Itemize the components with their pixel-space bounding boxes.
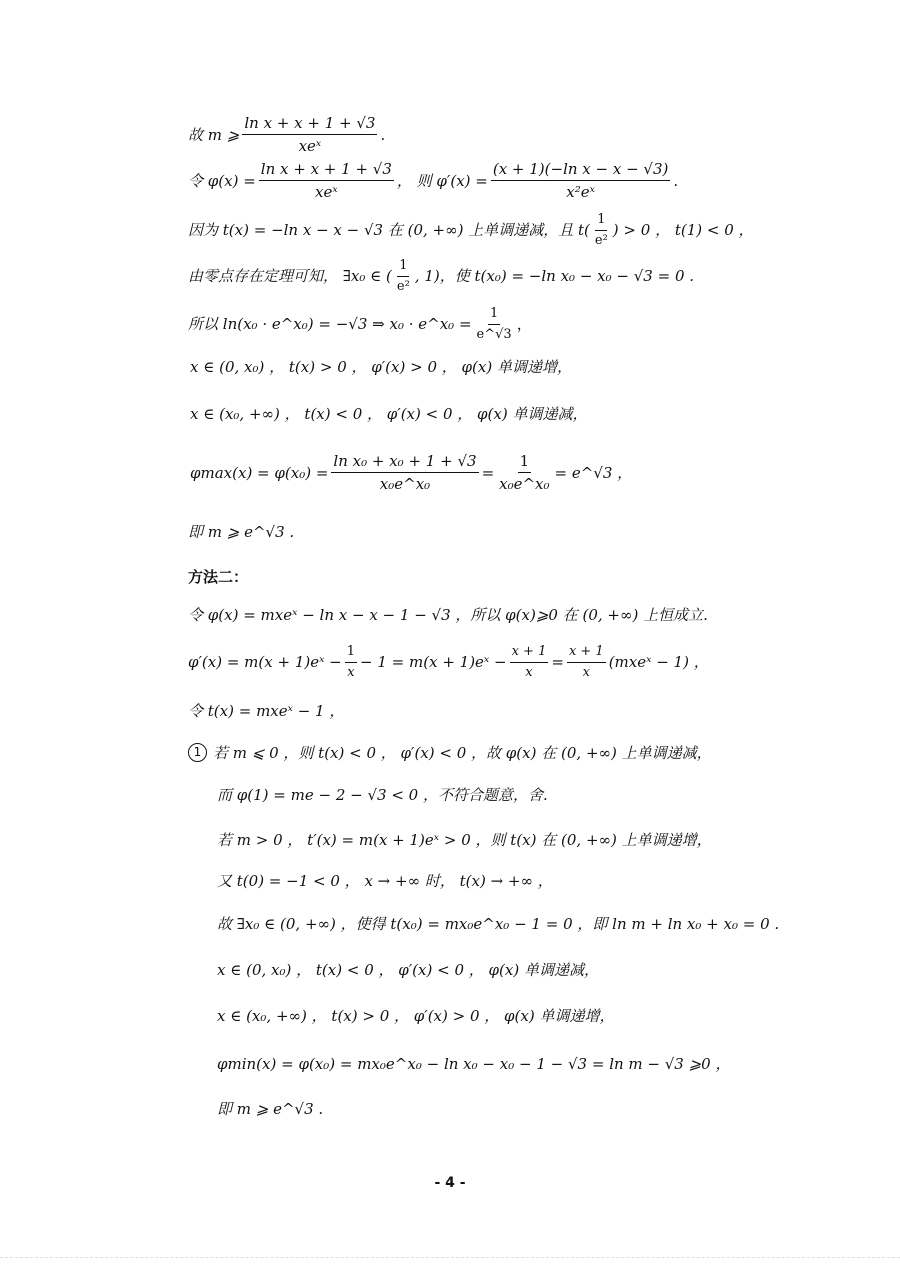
denominator: xeˣ bbox=[315, 183, 338, 201]
text: 所以 ln(x₀ · e^x₀) = −√3 ⇒ x₀ · e^x₀ = bbox=[188, 315, 472, 334]
fraction bbox=[331, 452, 478, 493]
line-t-limits bbox=[217, 872, 553, 890]
text: = bbox=[481, 463, 495, 482]
text: 令 t(x) = mxeˣ − 1 ， bbox=[188, 702, 345, 720]
line-t-decreasing bbox=[188, 212, 754, 248]
line-case-m-positive bbox=[217, 831, 712, 849]
text: φmax(x) = φ(x₀) = bbox=[190, 463, 329, 482]
text: φ′(x) = m(x + 1)eˣ − bbox=[188, 653, 342, 672]
text: = bbox=[551, 653, 564, 672]
numerator: 1 bbox=[595, 212, 607, 231]
text: x ∈ (0, x₀) ， t(x) < 0 ， φ′(x) < 0 ， φ(x) 单调递减， bbox=[217, 961, 599, 979]
fraction bbox=[395, 258, 412, 294]
numerator: 1 bbox=[345, 644, 357, 663]
numerator: 1 bbox=[397, 258, 409, 277]
method-two-heading bbox=[188, 568, 248, 586]
line-case-one-reject bbox=[217, 786, 548, 804]
fraction bbox=[259, 160, 394, 201]
text: (mxeˣ − 1) ， bbox=[608, 653, 709, 672]
text: x ∈ (0, x₀) ， t(x) > 0 ， φ′(x) > 0 ， φ(x) 单调递增， bbox=[190, 358, 572, 376]
line-result-2 bbox=[217, 1100, 323, 1118]
fraction bbox=[242, 114, 377, 155]
text: − 1 = m(x + 1)eˣ − bbox=[360, 653, 507, 672]
fraction bbox=[593, 212, 610, 248]
denominator: x bbox=[347, 664, 355, 680]
text: 又 t(0) = −1 < 0 ， x → +∞ 时， t(x) → +∞ ， bbox=[217, 872, 553, 890]
denominator: x₀e^x₀ bbox=[379, 475, 431, 493]
denominator: x bbox=[525, 664, 533, 680]
text: x ∈ (x₀, +∞) ， t(x) > 0 ， φ′(x) > 0 ， φ(x) 单调递增， bbox=[217, 1007, 615, 1025]
line-phi-min bbox=[217, 1055, 731, 1073]
text: . bbox=[380, 125, 386, 144]
numerator: ln x + x + 1 + √3 bbox=[242, 114, 377, 135]
text: 若 m > 0 ， t′(x) = m(x + 1)eˣ > 0 ，则 t(x) 在 (0, +∞) 上单调递增， bbox=[217, 831, 712, 849]
text: 故 m ⩾ bbox=[188, 125, 240, 144]
text: 令 φ(x) = mxeˣ − ln x − x − 1 − √3 ，所以 φ(x)⩾0 在 (0, +∞) 上恒成立. bbox=[188, 606, 708, 624]
text: ) > 0 ， t(1) < 0 ， bbox=[612, 221, 754, 240]
line-exists-x0 bbox=[217, 915, 779, 933]
text: 若 m ⩽ 0 ，则 t(x) < 0 ， φ′(x) < 0 ，故 φ(x) 在 (0, +∞) 上单调递减， bbox=[213, 743, 712, 762]
text: φmin(x) = φ(x₀) = mx₀e^x₀ − ln x₀ − x₀ − 1 − √3 = ln m − √3 ⩾0 ， bbox=[217, 1055, 731, 1073]
line-decreasing-interval bbox=[190, 405, 587, 423]
text: 由零点存在定理可知， ∃x₀ ∈ ( bbox=[188, 267, 392, 286]
line-phi-max bbox=[190, 452, 632, 493]
numerator: (x + 1)(−ln x − x − √3) bbox=[491, 160, 671, 181]
line-increasing-interval bbox=[190, 358, 572, 376]
denominator: x bbox=[582, 664, 590, 680]
line-result-1 bbox=[188, 523, 294, 541]
line-define-phi-2 bbox=[188, 606, 708, 624]
text: 因为 t(x) = −ln x − x − √3 在 (0, +∞) 上单调递减，且 t( bbox=[188, 221, 590, 240]
text: = e^√3 ， bbox=[554, 463, 633, 482]
text: x ∈ (x₀, +∞) ， t(x) < 0 ， φ′(x) < 0 ， φ(x) 单调递减， bbox=[190, 405, 588, 423]
line-zero-point bbox=[188, 258, 694, 294]
denominator: x₀e^x₀ bbox=[499, 475, 550, 493]
denominator: xeˣ bbox=[298, 137, 322, 155]
fraction bbox=[567, 644, 606, 680]
line-increasing-interval-2 bbox=[217, 1007, 614, 1025]
fraction bbox=[491, 160, 671, 201]
line-phi-derivative bbox=[188, 644, 709, 680]
text: 即 m ⩾ e^√3 . bbox=[188, 523, 295, 541]
fraction bbox=[497, 452, 551, 493]
fraction bbox=[475, 306, 514, 342]
text: 即 m ⩾ e^√3 . bbox=[217, 1100, 324, 1118]
line-define-t bbox=[188, 702, 344, 720]
numerator: ln x₀ + x₀ + 1 + √3 bbox=[331, 452, 478, 473]
denominator: e² bbox=[594, 232, 608, 248]
text: ， bbox=[516, 315, 532, 334]
line-conclusion-m-bound bbox=[188, 114, 385, 155]
line-decreasing-interval-2 bbox=[217, 961, 599, 979]
text: 令 φ(x) = bbox=[188, 171, 256, 190]
circled-number: 1 bbox=[188, 743, 207, 762]
text: ， 则 φ′(x) = bbox=[396, 171, 488, 190]
text: 而 φ(1) = me − 2 − √3 < 0 ，不符合题意，舍. bbox=[217, 786, 548, 804]
line-define-phi bbox=[188, 160, 678, 201]
denominator: e^√3 bbox=[476, 326, 512, 342]
line-so-ln bbox=[188, 306, 532, 342]
numerator: 1 bbox=[488, 306, 500, 325]
denominator: e² bbox=[396, 278, 410, 294]
numerator: x + 1 bbox=[567, 644, 606, 663]
heading-text: 方法二： bbox=[188, 568, 249, 586]
text: , 1)，使 t(x₀) = −ln x₀ − x₀ − √3 = 0 . bbox=[414, 267, 695, 286]
page-number: - 4 - bbox=[434, 1175, 466, 1191]
line-case-one bbox=[188, 743, 712, 762]
footer-divider bbox=[0, 1257, 900, 1259]
fraction bbox=[345, 644, 357, 680]
fraction bbox=[510, 644, 549, 680]
text: . bbox=[673, 171, 679, 190]
numerator: x + 1 bbox=[510, 644, 549, 663]
denominator: x²eˣ bbox=[566, 183, 595, 201]
numerator: 1 bbox=[518, 452, 532, 473]
numerator: ln x + x + 1 + √3 bbox=[259, 160, 394, 181]
text: 故 ∃x₀ ∈ (0, +∞) ，使得 t(x₀) = mx₀e^x₀ − 1 = 0 ，即 ln m + ln x₀ + x₀ = 0 . bbox=[217, 915, 780, 933]
